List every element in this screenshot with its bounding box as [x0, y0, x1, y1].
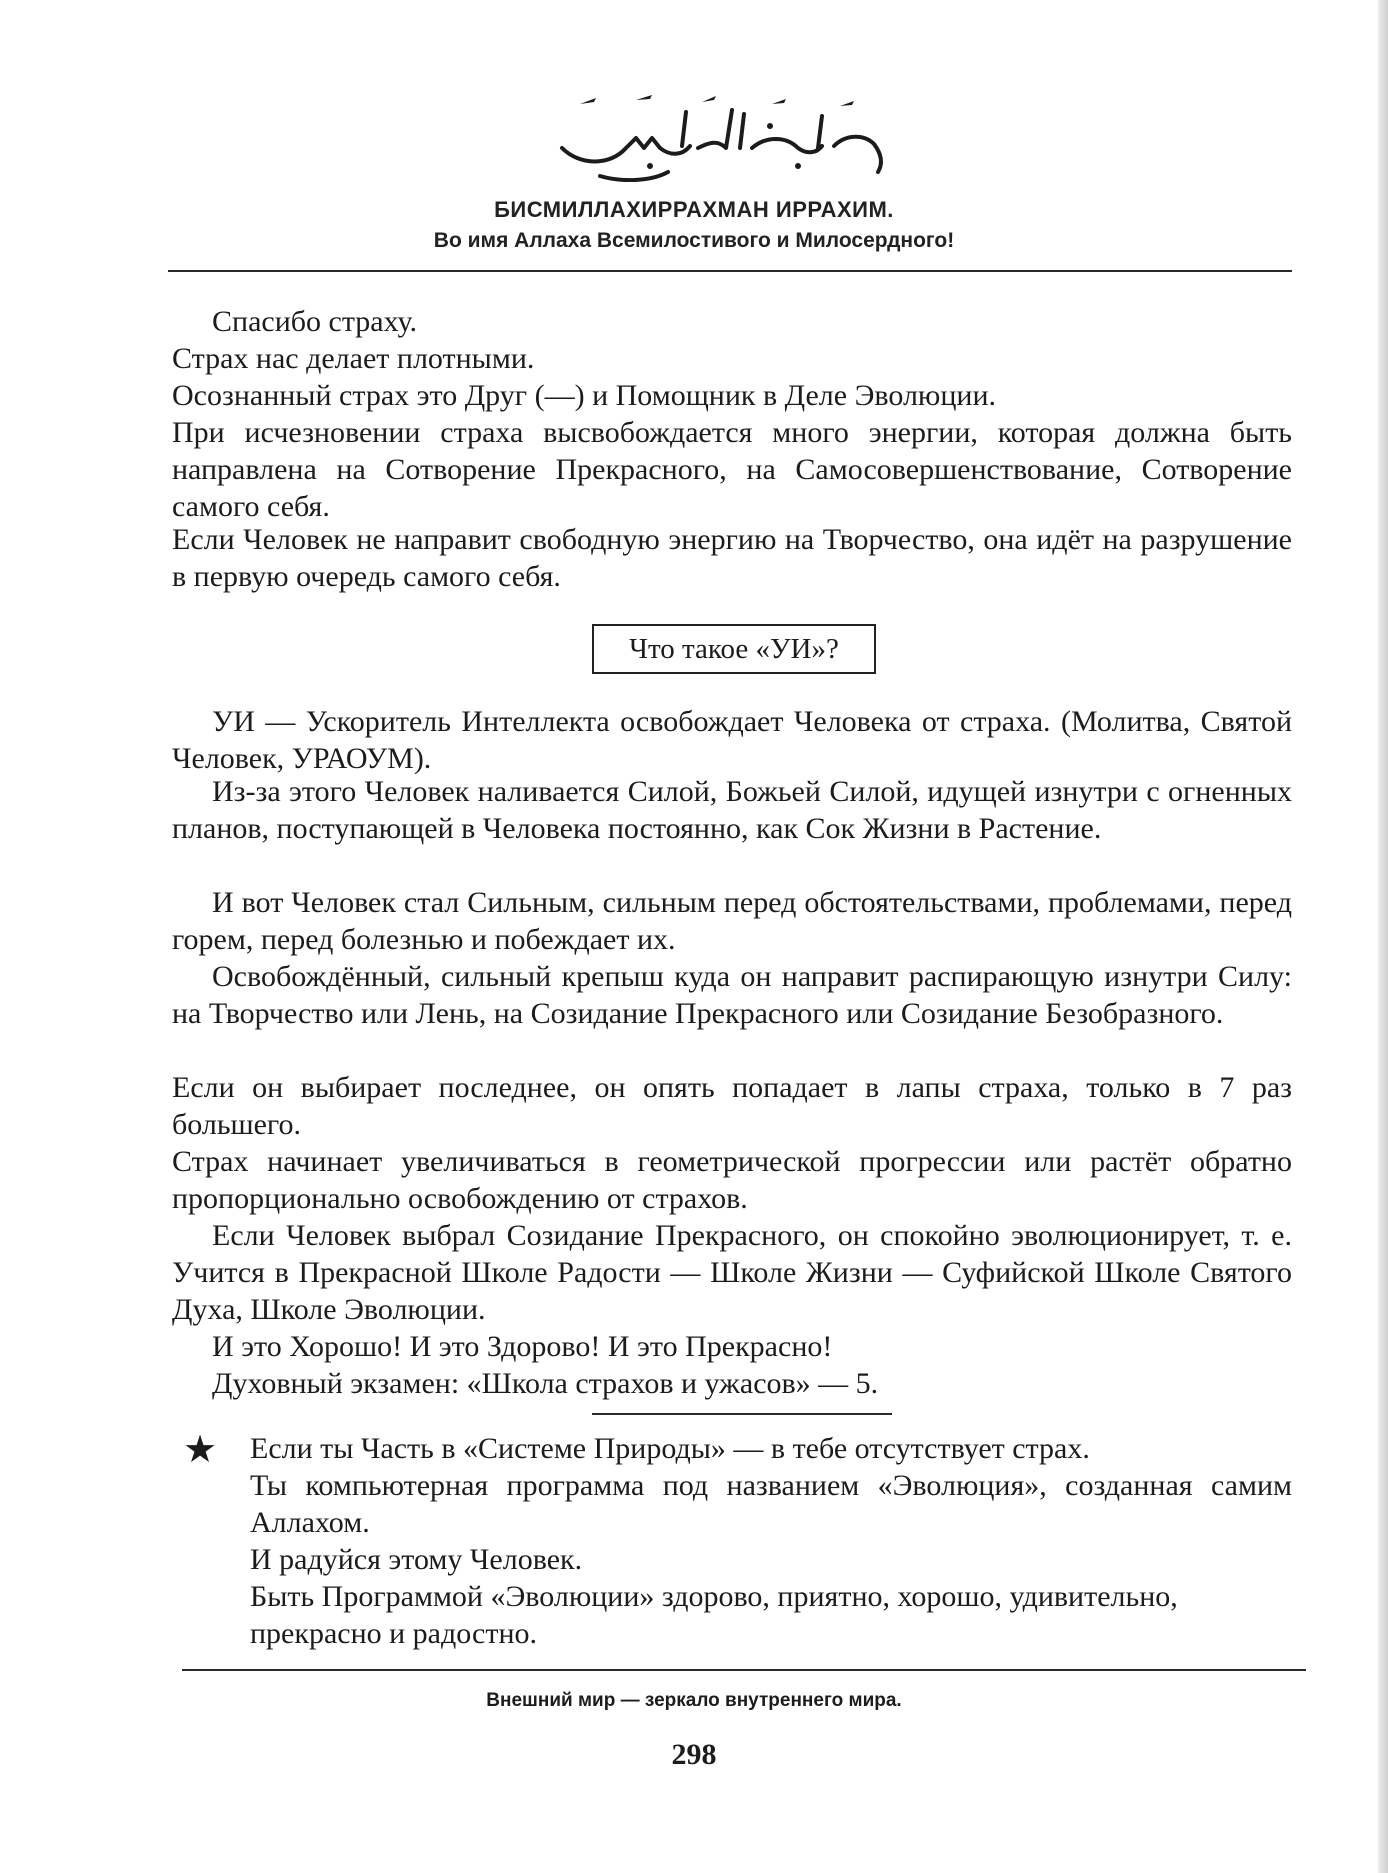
body-paragraph-6: Страх начинает увеличиваться в геометрической прогрессии или растёт обратно пропорционально освобождению от страхов. — [172, 1145, 1292, 1215]
footer-motto: Внешний мир — зеркало внутреннего мира. — [486, 1690, 902, 1711]
intro-line-2: Страх нас делает плотными. — [172, 342, 535, 375]
bismillah-translation: Во имя Аллаха Всемилостивого и Милосердного! — [433, 229, 955, 252]
intro-line-3: Осознанный страх это Друг (—) и Помощник в Деле Эволюции. — [172, 379, 997, 412]
starred-paragraph-2: Ты компьютерная программа под названием «Эволюция», созданная самим Аллахом. — [250, 1469, 1292, 1539]
body-paragraph-2: Из-за этого Человек наливается Силой, Божьей Силой, идущей изнутри с огненных планов, поступающей в Человека постоянно, как Сок Жизни в Растение. — [172, 775, 1292, 845]
starred-line-1: Если ты Часть в «Системе Природы» — в тебе отсутствует страх. — [250, 1432, 1090, 1465]
body-paragraph-3: И вот Человек стал Сильным, сильным перед обстоятельствами, проблемами, перед горем, перед болезнью и побеждает их. — [172, 886, 1292, 956]
body-paragraph-5: Если он выбирает последнее, он опять попадает в лапы страха, только в 7 раз большего. — [172, 1071, 1292, 1141]
body-paragraph-4: Освобождённый, сильный крепыш куда он направит распирающую изнутри Силу: на Творчество или Лень, на Созидание Прекрасного или Созидание Безобразного. — [172, 960, 1292, 1030]
body-paragraph-7: Если Человек выбрал Созидание Прекрасного, он спокойно эволюционирует, т. е. Учится в Прекрасной Школе Радости — Школе Жизни — Суфийской Школе Святого Духа, Школе Эволюции. — [172, 1219, 1292, 1326]
section-divider — [592, 1413, 892, 1415]
body-paragraph-8: И это Хорошо! И это Здорово! И это Прекрасно! — [212, 1330, 833, 1363]
header-divider — [168, 270, 1292, 272]
star-icon: ★ — [183, 1427, 218, 1471]
starred-line-3: И радуйся этому Человек. — [250, 1543, 583, 1576]
intro-paragraph-5: Если Человек не направит свободную энергию на Творчество, она идёт на разрушение в первую очередь самого себя. — [172, 523, 1292, 593]
footer-divider — [182, 1669, 1306, 1671]
starred-paragraph-4: Быть Программой «Эволюции» здорово, приятно, хорошо, удивительно, прекрасно и радостно. — [250, 1580, 1178, 1650]
page-edge-shadow — [1378, 0, 1388, 1873]
bismillah-calligraphy — [540, 82, 900, 182]
page-number: 298 — [671, 1738, 717, 1771]
body-paragraph-1: УИ — Ускоритель Интеллекта освобождает Человека от страха. (Молитва, Святой Человек, УРАОУМ). — [172, 705, 1292, 775]
section-heading-box: Что такое «УИ»? — [592, 624, 876, 674]
bismillah-heading: БИСМИЛЛАХИРРАХМАН ИРРАХИМ. — [494, 197, 894, 222]
intro-paragraph-4: При исчезновении страха высвобождается много энергии, которая должна быть направлена на Сотворение Прекрасного, на Самосовершенствование, Сотворение самого себя. — [172, 416, 1292, 523]
intro-line-1: Спасибо страху. — [212, 305, 417, 338]
body-paragraph-9: Духовный экзамен: «Школа страхов и ужасов» — 5. — [212, 1367, 879, 1400]
